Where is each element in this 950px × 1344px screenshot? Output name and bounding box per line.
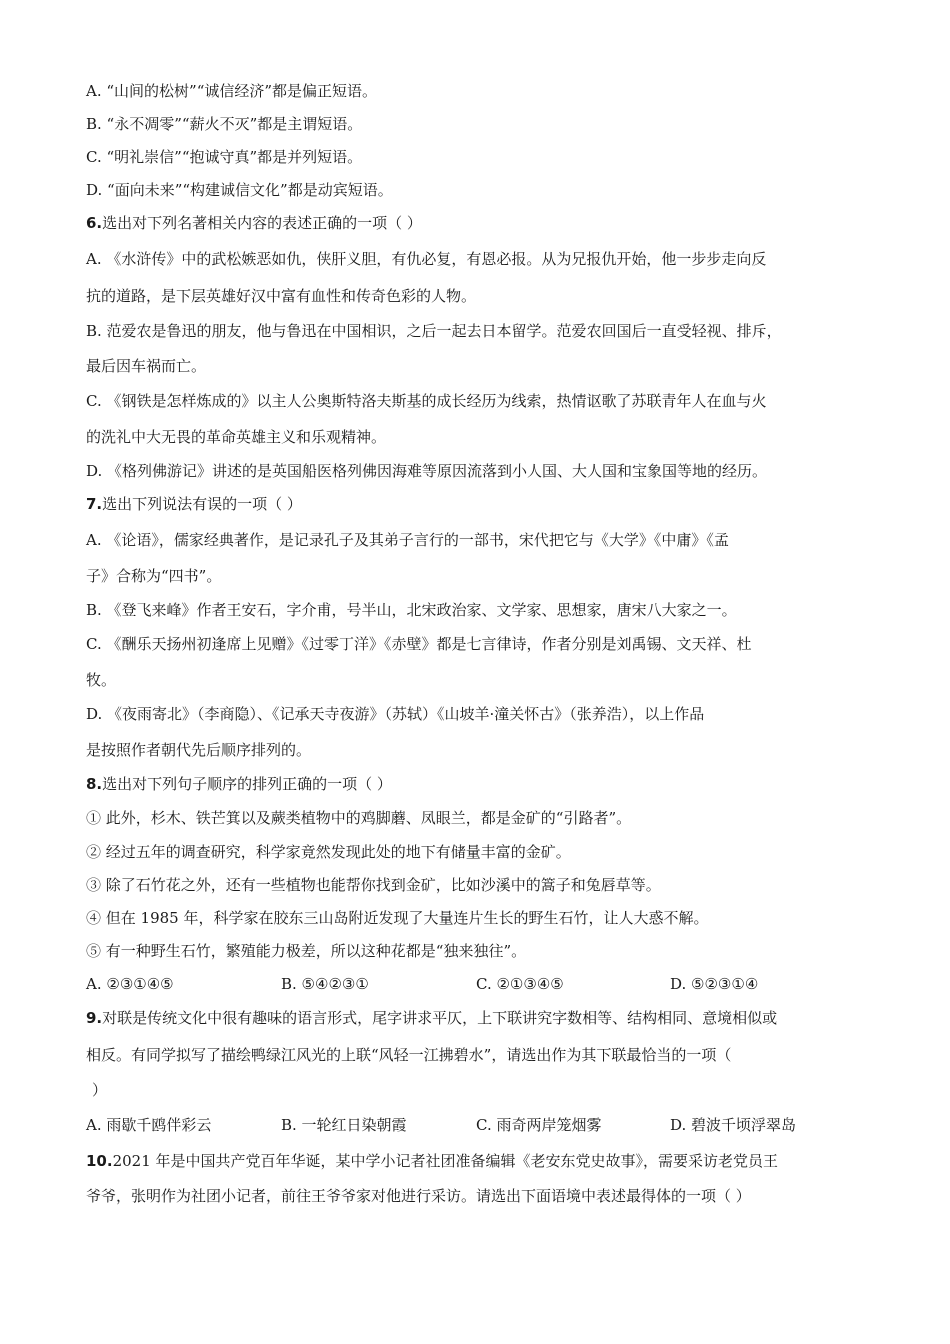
q6-option-c-line1: C. 《钢铁是怎样炼成的》以主人公奥斯特洛夫斯基的成长经历为线索，热情讴歌了苏联青年人在血与火 — [86, 392, 767, 410]
q7-option-a-line1: A. 《论语》，儒家经典著作，是记录孔子及其弟子言行的一部书，宋代把它与《大学》《中庸》《孟 — [86, 531, 729, 549]
q8-options-row — [86, 974, 866, 994]
q7-option-b: B. 《登飞来峰》作者王安石，字介甫，号半山，北宋政治家、文学家、思想家，唐宋八大家之一。 — [86, 601, 737, 619]
q9-number: 9. — [86, 1009, 103, 1027]
q6-option-a-line2: 抗的道路，是下层英雄好汉中富有血性和传奇色彩的人物。 — [86, 287, 477, 305]
q9-option-d: D. 碧波千顷浮翠岛 — [670, 1116, 797, 1134]
q10-stem-line2: 爷爷，张明作为社团小记者，前往王爷爷家对他进行采访。请选出下面语境中表述最得体的一项（ ） — [86, 1187, 751, 1205]
q5-option-a: A. “山间的松树”“诚信经济”都是偏正短语。 — [86, 82, 378, 100]
q8-sentence-3: ③ 除了石竹花之外，还有一些植物也能帮你找到金矿，比如沙溪中的篙子和兔唇草等。 — [86, 876, 661, 894]
q9-stem-1: 对联是传统文化中很有趣味的语言形式，尾字讲求平仄，上下联讲究字数相等、结构相同、意境相似或 — [102, 1009, 778, 1027]
q8-number: 8. — [86, 775, 103, 793]
q6-option-b-line2: 最后因车祸而亡。 — [86, 357, 207, 375]
q7-option-a-line2: 子》合称为“四书”。 — [86, 567, 222, 585]
q6-stem: 选出对下列名著相关内容的表述正确的一项（ ） — [102, 214, 422, 232]
q6-option-a-line1: A. 《水浒传》中的武松嫉恶如仇，侠肝义胆，有仇必复，有恩必报。从为兄报仇开始，他一步步走向反 — [86, 250, 767, 268]
q7-option-d-line2: 是按照作者朝代先后顺序排列的。 — [86, 741, 312, 759]
q8-option-b: B. ⑤④②③① — [281, 975, 369, 993]
q7-option-c-line1: C. 《酬乐天扬州初逢席上见赠》《过零丁洋》《赤壁》都是七言律诗，作者分别是刘禹锡、文天祥、杜 — [86, 635, 752, 653]
q7-number: 7. — [86, 495, 103, 513]
q9-stem-line2: 相反。有同学拟写了描绘鸭绿江风光的上联“风轻一江拂碧水”，请选出作为其下联最恰当的一项（ — [86, 1046, 732, 1064]
q6-stem-line — [86, 213, 866, 233]
q8-stem: 选出对下列句子顺序的排列正确的一项（ ） — [102, 775, 392, 793]
q6-option-d: D. 《格列佛游记》讲述的是英国船医格列佛因海难等原因流落到小人国、大人国和宝象国等地的经历。 — [86, 462, 768, 480]
q7-option-c-line2: 牧。 — [86, 671, 117, 689]
q8-sentence-4: ④ 但在 1985 年，科学家在胶东三山岛附近发现了大量连片生长的野生石竹，让人大惑不解。 — [86, 909, 709, 927]
q9-option-b: B. 一轮红日染朝霞 — [281, 1116, 407, 1134]
q8-option-a: A. ②③①④⑤ — [86, 975, 174, 993]
q5-option-d: D. “面向未来”“构建诚信文化”都是动宾短语。 — [86, 181, 393, 199]
q10-stem-1: 2021 年是中国共产党百年华诞，某中学小记者社团准备编辑《老安东党史故事》，需要采访老党员王 — [112, 1152, 779, 1170]
q8-option-d: D. ⑤②③①④ — [670, 975, 759, 993]
q7-option-d-line1: D. 《夜雨寄北》（李商隐）、《记承天寺夜游》（苏轼）《山坡羊·潼关怀古》（张养浩），以上作品 — [86, 705, 705, 723]
q8-option-c: C. ②①③④⑤ — [476, 975, 564, 993]
q6-option-b-line1: B. 范爱农是鲁迅的朋友，他与鲁迅在中国相识，之后一起去日本留学。范爱农回国后一直受轻视、排斥， — [86, 322, 782, 340]
q10-stem-line1 — [86, 1151, 866, 1171]
q7-stem-line — [86, 494, 866, 514]
q5-option-c: C. “明礼崇信”“抱诚守真”都是并列短语。 — [86, 148, 363, 166]
q9-options-row — [86, 1115, 866, 1135]
q9-stem-line1 — [86, 1008, 866, 1028]
q9-stem-line3: ） — [92, 1081, 108, 1099]
q6-number: 6. — [86, 214, 103, 232]
q8-sentence-2: ② 经过五年的调查研究，科学家竟然发现此处的地下有储量丰富的金矿。 — [86, 843, 571, 861]
q6-option-c-line2: 的洗礼中大无畏的革命英雄主义和乐观精神。 — [86, 428, 387, 446]
q10-number: 10. — [86, 1152, 113, 1170]
q8-sentence-5: ⑤ 有一种野生石竹，繁殖能力极差，所以这种花都是“独来独往”。 — [86, 942, 527, 960]
q7-stem: 选出下列说法有误的一项（ ） — [102, 495, 302, 513]
q8-stem-line — [86, 774, 866, 794]
q8-sentence-1: ① 此外，杉木、铁芒箕以及蕨类植物中的鸡脚蘑、凤眼兰，都是金矿的“引路者”。 — [86, 809, 632, 827]
q9-option-c: C. 雨奇两岸笼烟雾 — [476, 1116, 602, 1134]
q5-option-b: B. “永不凋零”“薪火不灭”都是主谓短语。 — [86, 115, 363, 133]
q9-option-a: A. 雨歇千鸥伴彩云 — [86, 1116, 212, 1134]
